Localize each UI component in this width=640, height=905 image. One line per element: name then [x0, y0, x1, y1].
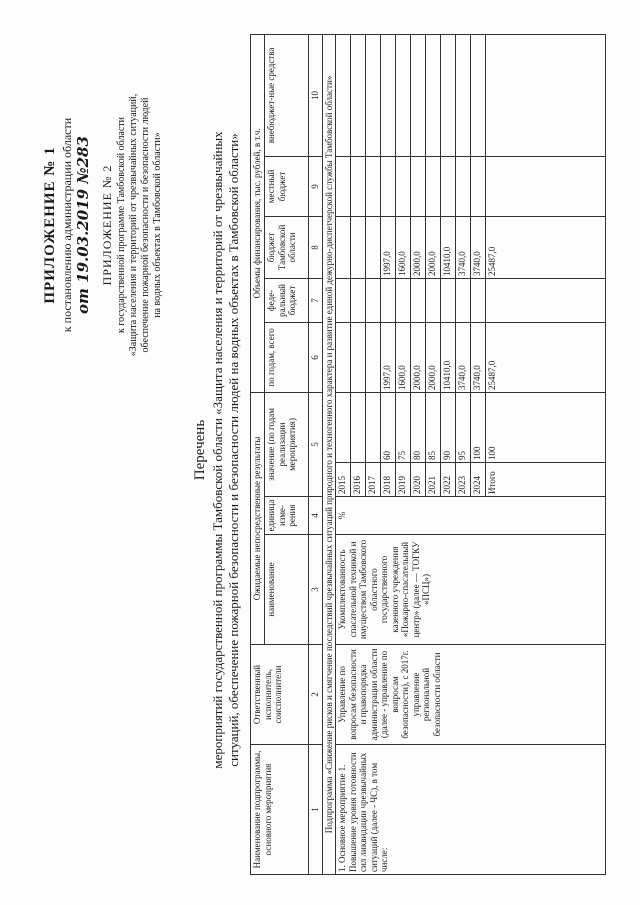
local-cell — [441, 156, 456, 216]
local-cell — [396, 156, 411, 216]
document-subtitle-line: ситуаций, обеспечение пожарной безопасности и безопасности людей на водных объектах в Тамбовской области» — [226, 133, 241, 767]
regional-cell — [366, 216, 381, 278]
appendix2-title: ПРИЛОЖЕНИЕ № 2 — [100, 164, 114, 286]
total-cell: 3740,0 — [456, 322, 471, 392]
appendix2-line: к государственной программе Тамбовской области — [116, 116, 127, 334]
year-cell: 2015 — [336, 463, 351, 497]
subprogram-title: Подпрограмма «Снижение рисков и смягчение последствий чрезвычайных ситуаций природного и техногенного характера и развитие единой дежурно-диспетчерской службы Тамбовской области» — [322, 34, 336, 874]
col-number: 5 — [309, 392, 323, 496]
extra-cell — [336, 34, 351, 156]
year-cell: 2017 — [366, 463, 381, 497]
year-cell: 2024 — [471, 463, 486, 497]
value-cell: 90 — [441, 392, 456, 462]
regional-cell: 1997,0 — [381, 216, 396, 278]
regional-cell: 25487,0 — [486, 216, 606, 278]
local-cell — [471, 156, 486, 216]
total-cell: 1600,0 — [396, 322, 411, 392]
local-cell — [426, 156, 441, 216]
value-cell — [366, 392, 381, 462]
local-cell — [486, 156, 606, 216]
local-cell — [381, 156, 396, 216]
activities-table — [250, 34, 606, 875]
col-number: 3 — [309, 535, 323, 645]
year-cell: 2022 — [441, 463, 456, 497]
col-number: 10 — [309, 34, 323, 156]
extra-cell — [471, 34, 486, 156]
value-cell — [351, 392, 366, 462]
regional-cell: 2000,0 — [426, 216, 441, 278]
total-cell — [351, 322, 366, 392]
value-cell: 100 — [486, 392, 606, 462]
col-number: 8 — [309, 216, 323, 278]
appendix2-line: на водных объектах в Тамбовской области» — [152, 132, 163, 318]
total-cell: 3740,0 — [471, 322, 486, 392]
total-cell — [336, 322, 351, 392]
total-cell: 2000,0 — [426, 322, 441, 392]
activity-executor: Управление по вопросам безопасности и правопорядка администрации области (далее - управление по вопросам безопасности), с 2017г. управление региональной безопасности области — [336, 645, 606, 745]
local-cell — [411, 156, 426, 216]
col-number: 9 — [309, 156, 323, 216]
header-unit: единица изме-рения — [265, 497, 309, 535]
federal-cell — [441, 278, 456, 322]
col-number: 7 — [309, 278, 323, 322]
year-cell: 2021 — [426, 463, 441, 497]
value-cell: 100 — [471, 392, 486, 462]
appendix1-line: к постановлению администрации области — [60, 117, 74, 333]
local-cell — [366, 156, 381, 216]
federal-cell — [336, 278, 351, 322]
appendix2-line: «Защита населения и территорий от чрезвычайных ситуаций, — [128, 93, 139, 357]
header-name: Наименование подпрограммы, основного мероприятия — [251, 745, 309, 875]
federal-cell — [351, 278, 366, 322]
year-cell-total: Итого — [486, 463, 606, 497]
header-result-name: наименование — [265, 535, 309, 645]
federal-cell — [411, 278, 426, 322]
value-cell: 80 — [411, 392, 426, 462]
header-local: местный бюджет — [265, 156, 309, 216]
header-value: значение (по годам реализации мероприятия) — [265, 392, 309, 496]
federal-cell — [381, 278, 396, 322]
document-subtitle — [210, 45, 242, 855]
appendix2-block — [116, 55, 164, 395]
result-unit: % — [336, 497, 606, 535]
year-cell: 2023 — [456, 463, 471, 497]
value-cell: 85 — [426, 392, 441, 462]
local-cell — [351, 156, 366, 216]
year-cell: 2018 — [381, 463, 396, 497]
extra-cell — [426, 34, 441, 156]
col-number: 2 — [309, 645, 323, 745]
extra-cell — [456, 34, 471, 156]
federal-cell — [396, 278, 411, 322]
total-cell: 1997,0 — [381, 322, 396, 392]
federal-cell — [486, 278, 606, 322]
total-cell — [366, 322, 381, 392]
local-cell — [336, 156, 351, 216]
col-number: 1 — [309, 745, 323, 875]
regional-cell — [336, 216, 351, 278]
total-cell: 25487,0 — [486, 322, 606, 392]
year-cell: 2019 — [396, 463, 411, 497]
document-title: Перечень — [192, 419, 208, 481]
header-executor: Ответственный исполнитель, соисполнители — [251, 645, 309, 745]
header-regional: бюджет Тамбовской области — [265, 216, 309, 278]
document-subtitle-line: мероприятий государственной программы Тамбовской области «Защита населения и территорий от чрезвычайных — [210, 131, 225, 769]
value-cell: 60 — [381, 392, 396, 462]
header-results: Ожидаемые непосредственные результаты — [251, 392, 265, 644]
regional-cell: 10410,0 — [441, 216, 456, 278]
extra-cell — [441, 34, 456, 156]
value-cell: 95 — [456, 392, 471, 462]
appendix1-title: ПРИЛОЖЕНИЕ № 1 — [42, 146, 58, 304]
extra-cell — [381, 34, 396, 156]
total-cell: 10410,0 — [441, 322, 456, 392]
extra-cell — [396, 34, 411, 156]
year-cell: 2016 — [351, 463, 366, 497]
header-federal: феде-ральный бюджет — [265, 278, 309, 322]
value-cell — [336, 392, 351, 462]
appendix2-line: обеспечение пожарной безопасности и безопасности людей — [140, 97, 151, 353]
total-cell: 2000,0 — [411, 322, 426, 392]
value-cell: 75 — [396, 392, 411, 462]
extra-cell — [486, 34, 606, 156]
federal-cell — [366, 278, 381, 322]
regional-cell — [351, 216, 366, 278]
col-number: 6 — [309, 322, 323, 392]
regional-cell: 2000,0 — [411, 216, 426, 278]
year-cell: 2020 — [411, 463, 426, 497]
regional-cell: 1600,0 — [396, 216, 411, 278]
header-financing: Объемы финансирования, тыс. рублей, в т.ч. — [251, 34, 265, 392]
extra-cell — [411, 34, 426, 156]
federal-cell — [426, 278, 441, 322]
appendix1-signature: от 19.03.2019 №283 — [74, 136, 92, 314]
regional-cell: 3740,0 — [471, 216, 486, 278]
rotated-landscape-sheet — [30, 15, 610, 885]
extra-cell — [366, 34, 381, 156]
extra-cell — [351, 34, 366, 156]
header-extra: внебюджет-ные средства — [265, 34, 309, 156]
activity-name: 1. Основное мероприятие 1. Повышение уровня готовности сил ликвидации чрезвычайных ситуаций (далее - ЧС), в том числе: — [336, 745, 606, 875]
col-number: 4 — [309, 497, 323, 535]
expected-result: Укомплектованность спасательной техникой и имуществом Тамбовского областного государственного казенного учреждения «Пожарно-спасательный центр» (далее — ТОГКУ «ПСЦ») — [336, 535, 606, 645]
federal-cell — [456, 278, 471, 322]
header-by-years: по годам, всего — [265, 322, 309, 392]
federal-cell — [471, 278, 486, 322]
local-cell — [456, 156, 471, 216]
regional-cell: 3740,0 — [456, 216, 471, 278]
